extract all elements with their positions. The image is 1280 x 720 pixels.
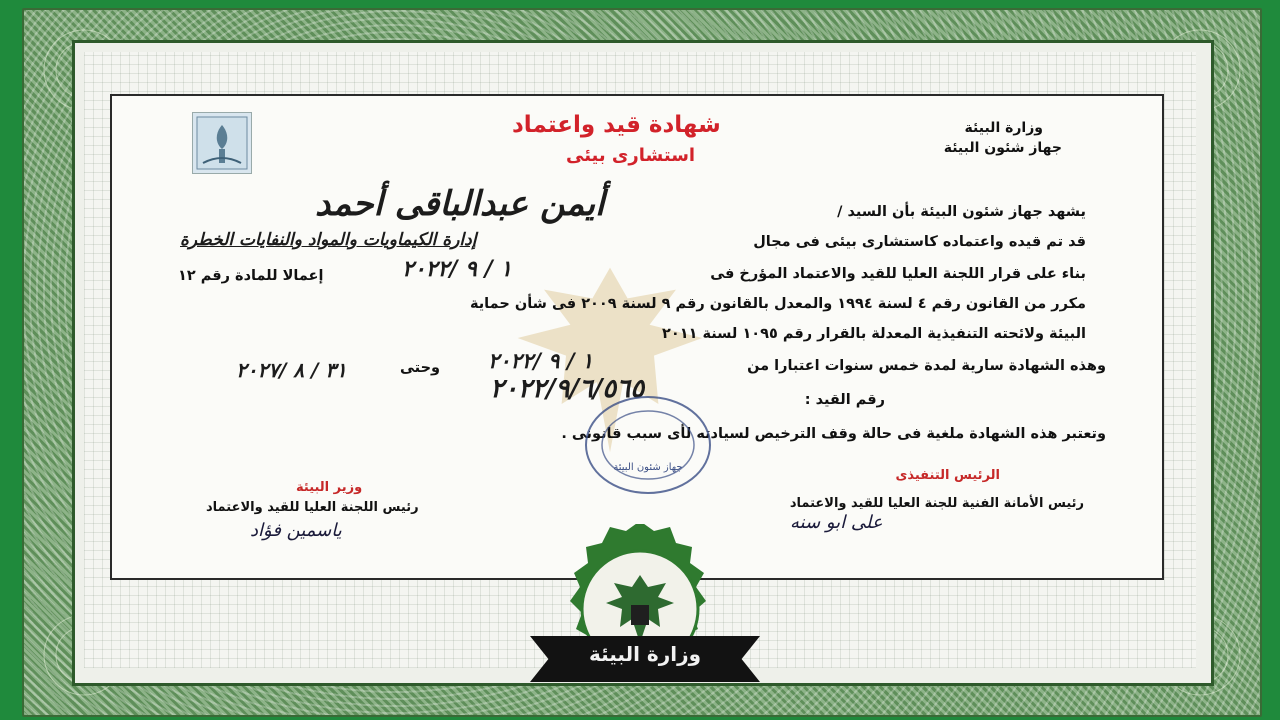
- holder-name: أيمن عبدالباقى أحمد: [315, 184, 605, 224]
- reg-number: ٢٠٢٢/٩/٦/٥٦٥: [490, 374, 645, 404]
- right-signature: على ابو سنه: [790, 512, 883, 533]
- body-line-5-mid: وحتى: [400, 360, 441, 376]
- body-line-4: البيئة ولائحته التنفيذية المعدلة بالقرار رقم ١٠٩٥ لسنة ٢٠١١: [662, 326, 1086, 342]
- valid-to: ٣١ / ٨ /٢٠٢٧: [236, 358, 347, 382]
- holder-intro: يشهد جهاز شئون البيئة بأن السيد /: [837, 204, 1086, 220]
- body-line-1: قد تم قيده واعتماده كاستشارى بيئى فى مجال: [753, 234, 1086, 250]
- decision-date: ١ / ٩ /٢٠٢٢: [402, 256, 512, 282]
- right-signatory-title: الرئيس التنفيذى: [895, 468, 1000, 483]
- left-signatory-subtitle: رئيس اللجنة العليا للقيد والاعتماد: [206, 500, 419, 515]
- seal-ribbon-text: وزارة البيئة: [588, 642, 702, 666]
- certificate-title: شهادة قيد واعتماد: [512, 112, 721, 138]
- stamp-text: جهاز شئون البيئة: [613, 462, 683, 473]
- left-signatory-title: وزير البيئة: [296, 480, 363, 495]
- right-signatory-subtitle: رئيس الأمانة الفنية للجنة العليا للقيد والاعتماد: [789, 496, 1084, 511]
- body-line-2: بناء على قرار اللجنة العليا للقيد والاعتماد المؤرخ فى: [710, 266, 1086, 282]
- body-line-5: وهذه الشهادة سارية لمدة خمس سنوات اعتبارا من: [747, 358, 1106, 374]
- body-line-3: مكرر من القانون رقم ٤ لسنة ١٩٩٤ والمعدل بالقانون رقم ٩ لسنة ٢٠٠٩ فى شأن حماية: [469, 296, 1086, 312]
- issuer-agency: جهاز شئون البيئة: [943, 140, 1062, 156]
- specialty-field: إدارة الكيماويات والمواد والنفايات الخطرة: [180, 230, 477, 250]
- left-signature: ياسمين فؤاد: [250, 520, 342, 541]
- ministry-logo-icon: [192, 112, 252, 174]
- body-line-7: وتعتبر هذه الشهادة ملغية فى حالة وقف الترخيص لسيادته لأى سبب قانونى .: [561, 426, 1106, 442]
- certificate-subtitle: استشارى بيئى: [566, 145, 696, 166]
- official-stamp-icon: [570, 390, 730, 500]
- valid-from: ١ / ٩ /٢٠٢٢: [488, 348, 593, 373]
- body-line-2-suffix: إعمالا للمادة رقم ١٢: [178, 268, 324, 284]
- issuer-ministry: وزارة البيئة: [964, 120, 1043, 136]
- reg-label: رقم القيد :: [804, 392, 885, 408]
